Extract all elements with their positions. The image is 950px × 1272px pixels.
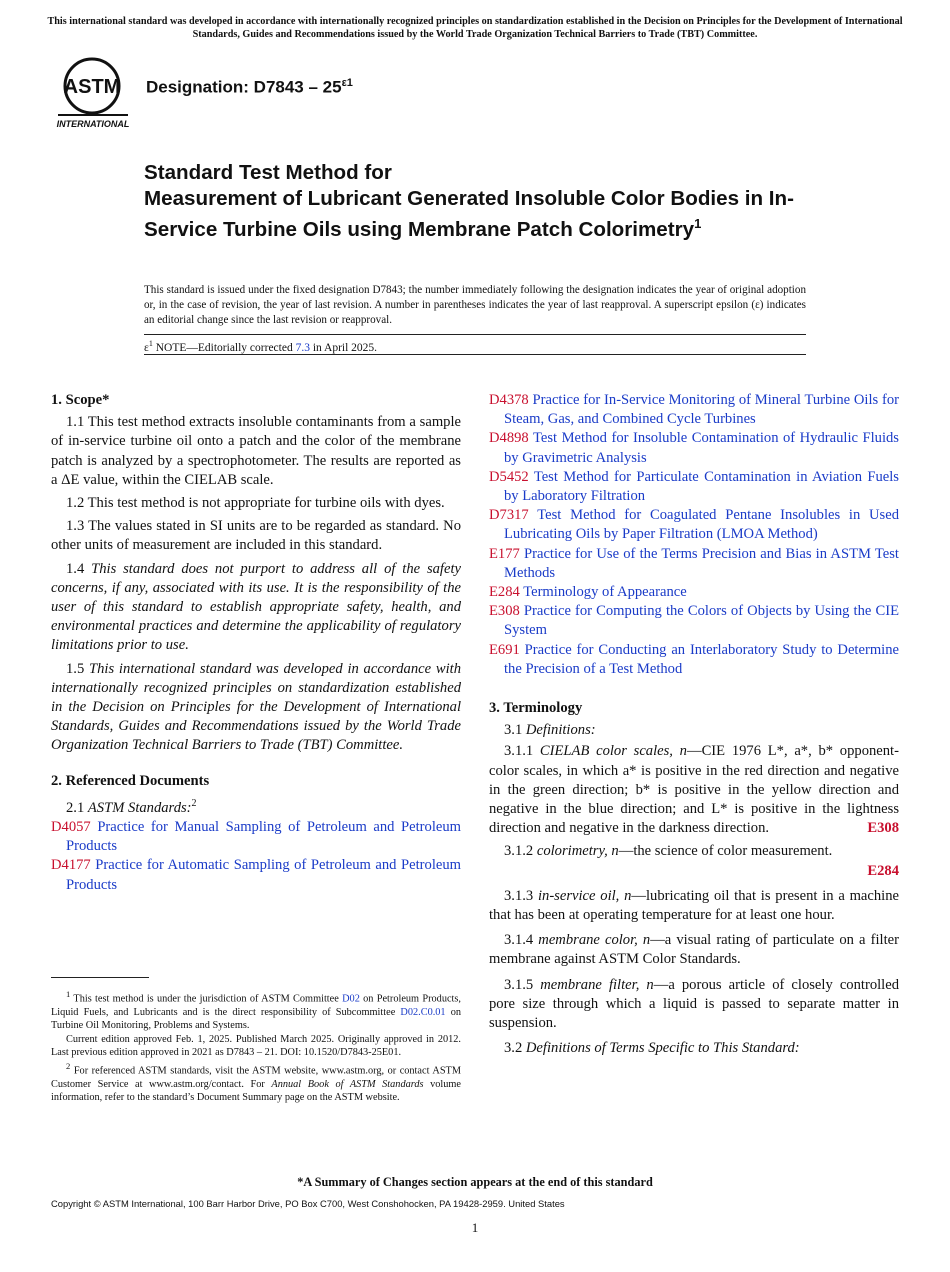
term-num: 3.1.4 — [504, 932, 539, 949]
designation-sup: ε1 — [341, 77, 353, 89]
note-text-1: NOTE—Editorially corrected — [152, 341, 296, 354]
para-2-1 — [51, 794, 461, 818]
ref-link[interactable]: Practice for Computing the Colors of Objects by Using the CIE System — [504, 603, 899, 639]
footnote-1 — [51, 988, 461, 1032]
para-3-1-5 — [489, 976, 899, 1034]
para-1-2: 1.2 This test method is not appropriate for turbine oils with dyes. — [66, 495, 445, 512]
term-name: membrane filter, n — [540, 976, 654, 993]
para-3-1-2 — [489, 842, 899, 880]
ref-item[interactable] — [489, 602, 899, 640]
footnote-2 — [51, 1060, 461, 1104]
ref-code[interactable]: D5452 — [489, 468, 529, 485]
ref-code[interactable]: D4057 — [51, 818, 91, 835]
ref-code[interactable]: D4378 — [489, 392, 529, 408]
term-num: 3.1.1 — [504, 743, 540, 760]
title-line1: Standard Test Method for — [144, 161, 392, 184]
para-3-1-3 — [489, 887, 899, 925]
ref-link[interactable]: Practice for Use of the Terms Precision and Bias in ASTM Test Methods — [504, 545, 899, 581]
term-def: —CIE 1976 L*, a*, b* opponent-color scales, in which a* is positive in the red direction and negative in the green direction; b* is positive in the yellow direction and negative in the blue direction; and L* is positive in the lightness direction and negative in the darkness direction. — [489, 743, 899, 837]
fn1-text-c: on Turbine Oil Monitoring, Problems and Systems. — [51, 1006, 462, 1031]
ref-link[interactable]: Practice for Manual Sampling of Petroleum and Petroleum Products — [66, 818, 461, 855]
astm-logo-icon — [52, 56, 136, 132]
fn1-sup: 1 — [66, 989, 71, 999]
page-number: 1 — [471, 1220, 479, 1235]
ref-item[interactable] — [489, 506, 899, 544]
left-column — [51, 391, 461, 895]
para-1-5 — [51, 660, 461, 756]
para-3-1 — [489, 721, 899, 740]
term-def: —a visual rating of particulate on a filter membrane against ASTM Color Standards. — [489, 932, 899, 968]
tbt-notice: This international standard was developed in accordance with internationally recognized principles on standardization established in the Decision on Principles for the Development of International Standards, Guides and Recommendations issued by the World Trade Organization Technical Barriers to Trade (TBT) Committee. — [47, 16, 903, 40]
term-num: 3.1.5 — [504, 976, 541, 993]
fn2-text-a: For referenced ASTM standards, visit the ASTM website, www.astm.org, or contact ASTM Customer Service at www.astm.org/contact. For — [51, 1065, 461, 1091]
para-3-1-num: 3.1 — [504, 722, 526, 739]
fn1-text-a: This test method is under the jurisdiction of ASTM Committee — [70, 993, 343, 1005]
designation-label: Designation: D7843 – 25 — [146, 77, 342, 97]
document-title — [144, 160, 804, 242]
para-3-2-text: Definitions of Terms Specific to This Standard: — [525, 1040, 800, 1057]
right-column — [489, 391, 899, 1063]
ref-link[interactable]: Test Method for Coagulated Pentane Insolubles in Used Lubricating Oils by Paper Filtration (LMOA Method) — [504, 507, 900, 543]
scope-heading: 1. Scope* — [51, 392, 110, 408]
note-text-2: in April 2025. — [309, 341, 378, 354]
logo-mark: ASTM — [63, 76, 121, 98]
fn2-text-b: volume information, refer to the standard’s Document Summary page on the ASTM website. — [51, 1079, 461, 1104]
para-3-1-1 — [489, 742, 899, 838]
fn2-italic: Annual Book of ASTM Standards — [271, 1079, 424, 1091]
term-name: in-service oil, n — [537, 887, 632, 904]
term-source-ref[interactable]: E308 — [867, 820, 899, 837]
ref-code[interactable]: E691 — [489, 641, 520, 658]
para-1-5-text: This international standard was developed in accordance with internationally recognized principles on standardization established in the Decision on Principles for the Development of International Standards, Guides and Recommendations issued by the World Trade Organization Technical Barriers to Trade (TBT) Committee. — [51, 660, 462, 754]
ref-code[interactable]: D4177 — [51, 857, 91, 874]
epsilon-sup: 1 — [148, 339, 153, 348]
ref-code[interactable]: D7317 — [489, 507, 529, 524]
para-2-1-num: 2.1 — [66, 799, 88, 816]
ref-code[interactable]: E177 — [489, 545, 520, 562]
fn2-sup: 2 — [66, 1061, 71, 1072]
designation — [146, 77, 353, 98]
para-1-4-num: 1.4 — [66, 560, 92, 577]
divider-top — [144, 334, 806, 335]
ref-item[interactable] — [489, 583, 899, 602]
epsilon: ε — [144, 341, 149, 354]
ref-item[interactable] — [489, 429, 899, 467]
para-2-1-text: ASTM Standards: — [87, 799, 192, 816]
para-3-1-text: Definitions: — [525, 722, 596, 739]
para-3-1-4 — [489, 931, 899, 969]
ref-link[interactable]: Terminology of Appearance — [523, 584, 687, 601]
ref-item[interactable] — [51, 818, 461, 856]
term-name: membrane color, n — [538, 932, 651, 949]
para-3-2 — [489, 1039, 899, 1058]
title-sup: 1 — [694, 216, 702, 231]
para-1-4-text: This standard does not purport to address all of the safety concerns, if any, associated with its use. It is the responsibility of the user of this standard to establish appropriate safety, health, and environmental practices and determine the applicability of regulatory limitations prior to use. — [51, 560, 461, 654]
fn1-committee-link[interactable]: D02 — [342, 993, 360, 1005]
astm-logo — [52, 56, 136, 132]
ref-item[interactable] — [489, 468, 899, 506]
terminology-heading: 3. Terminology — [489, 700, 583, 717]
divider-bottom — [144, 354, 806, 355]
ref-link[interactable]: Test Method for Insoluble Contamination of Hydraulic Fluids by Gravimetric Analysis — [504, 430, 899, 466]
fn1-text-b: on Petroleum Products, Liquid Fuels, and Lubricants and is the direct responsibility of Subcommittee — [51, 993, 461, 1018]
logo-text: INTERNATIONAL — [56, 119, 130, 129]
refdocs-heading: 2. Referenced Documents — [51, 772, 210, 789]
ref-code[interactable]: E284 — [489, 584, 520, 601]
para-1-3: 1.3 The values stated in SI units are to be regarded as standard. No other units of measurement are included in this standard. — [51, 518, 461, 554]
fn1-subcommittee-link[interactable]: D02.C0.01 — [400, 1006, 446, 1018]
ref-code[interactable]: D4898 — [489, 430, 529, 447]
term-name: colorimetry, n — [536, 843, 619, 860]
term-def: —lubricating oil that is present in a machine that has been at operating temperature for at least one hour. — [489, 887, 900, 924]
para-1-1: 1.1 This test method extracts insoluble contaminants from a sample of in-service turbine oil onto a patch and the color of the membrane patch is analyzed by a spectrophotometer. The results are reported as a ΔE value, within the CIELAB scale. — [51, 414, 461, 488]
note-ref-link[interactable]: 7.3 — [295, 341, 310, 354]
ref-code[interactable]: E308 — [489, 603, 520, 620]
ref-item[interactable] — [51, 856, 461, 894]
term-def: —a porous article of closely controlled pore size through which a liquid is passed to separate matter in suspension. — [489, 976, 899, 1032]
copyright: Copyright © ASTM International, 100 Barr Harbor Drive, PO Box C700, West Conshohocken, PA 19428-2959. United States — [51, 1198, 565, 1209]
ref-item[interactable] — [489, 391, 899, 429]
term-name: CIELAB color scales, n — [539, 743, 687, 760]
term-num: 3.1.3 — [504, 887, 538, 904]
footnote-rule — [51, 977, 149, 978]
para-1-4 — [51, 560, 461, 656]
ref-item[interactable] — [489, 641, 899, 679]
para-2-1-sup: 2 — [191, 797, 197, 809]
term-source-ref[interactable]: E284 — [867, 862, 899, 879]
intro-text: This standard is issued under the fixed designation D7843; the number immediately following the designation indicates the year of original adoption or, in the case of revision, the year of last revision. A number in parentheses indicates the year of last reapproval. A superscript epsilon (ε) indicates an editorial change since the last revision or reapproval. — [144, 284, 806, 326]
ref-link[interactable]: Practice for Automatic Sampling of Petroleum and Petroleum Products — [66, 857, 461, 893]
para-1-5-num: 1.5 — [66, 660, 90, 677]
ref-item[interactable] — [489, 545, 899, 583]
ref-link[interactable]: Practice for Conducting an Interlaboratory Study to Determine the Precision of a Test Method — [504, 641, 900, 677]
summary-of-changes-note: *A Summary of Changes section appears at the end of this standard — [297, 1175, 653, 1189]
footnote-1-edition: Current edition approved Feb. 1, 2025. Published March 2025. Originally approved in 2012. Last previous edition approved in 2021 as D7843 – 21. DOI: 10.1520/D7843-25E01. — [51, 1034, 461, 1059]
footnotes — [51, 988, 461, 1105]
para-3-2-num: 3.2 — [504, 1040, 526, 1057]
term-def: —the science of color measurement. — [618, 843, 833, 860]
term-num: 3.1.2 — [504, 843, 537, 860]
ref-link[interactable]: Practice for In-Service Monitoring of Mineral Turbine Oils for Steam, Gas, and Combined Cycle Turbines — [504, 392, 899, 428]
editorial-note — [144, 339, 377, 354]
ref-link[interactable]: Test Method for Particulate Contamination in Aviation Fuels by Laboratory Filtration — [504, 468, 899, 505]
title-line2: Measurement of Lubricant Generated Insoluble Color Bodies in In-Service Turbine Oils using Membrane Patch Colorimetry — [144, 186, 794, 241]
